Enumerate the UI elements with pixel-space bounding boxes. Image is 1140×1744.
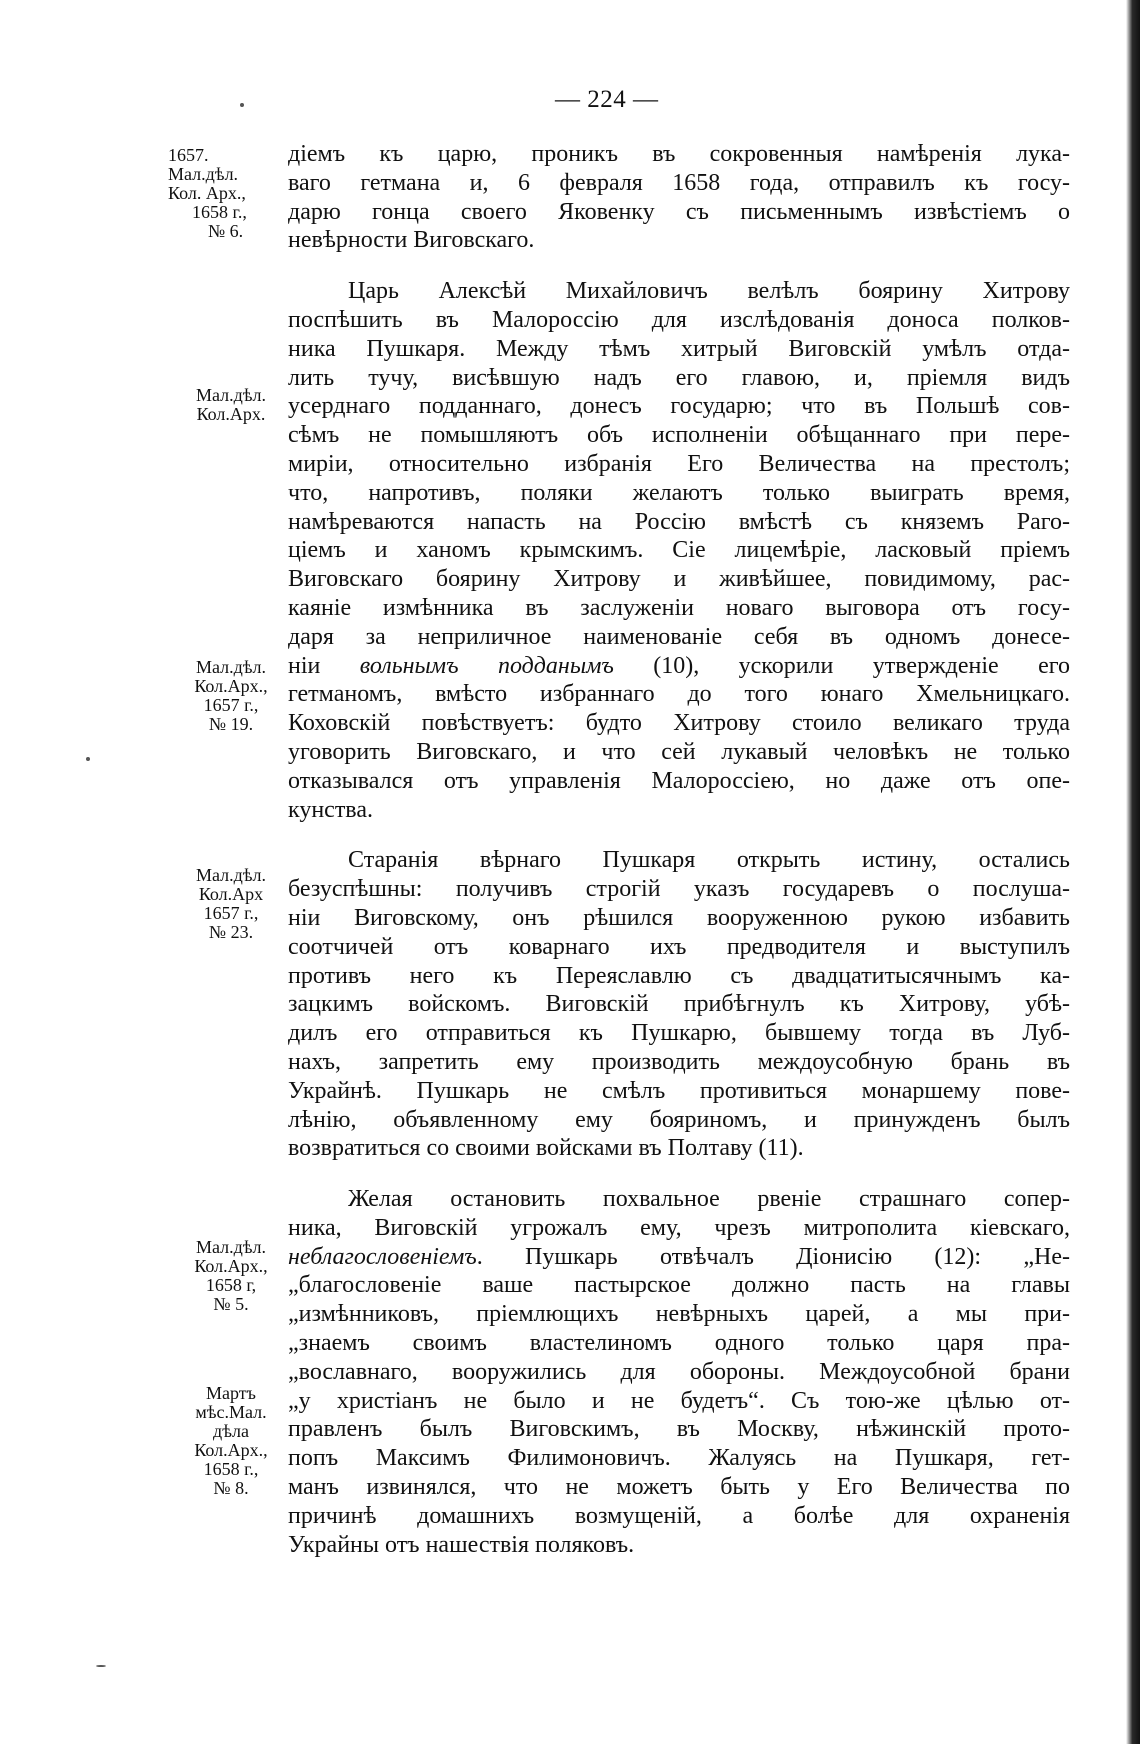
text-line: діемъ къ царю, проникъ въ сокровенныя намѣренія лука- bbox=[288, 141, 1070, 167]
margin-note-line: Кол.Арх bbox=[198, 884, 264, 904]
page-number: — 224 — bbox=[555, 86, 659, 113]
text-line: гетманомъ, вмѣсто избраннаго до того юнаго Хмельницкаго. bbox=[288, 681, 1070, 708]
text-line: „благословеніе ваше пастырское должно пасть на главы bbox=[288, 1272, 1070, 1299]
text-line: зацкимъ войскомъ. Виговскій прибѣгнулъ къ Хитрову, убѣ- bbox=[288, 991, 1070, 1018]
margin-note-1 bbox=[168, 146, 278, 241]
text-line: кунства. bbox=[288, 796, 373, 823]
margin-note-line: Мал.дѣл. bbox=[195, 865, 267, 885]
margin-note-line: 1658 г., bbox=[203, 1459, 259, 1479]
text-fragment: . Пушкарь отвѣчалъ Діонисію (12): „Не- bbox=[476, 1243, 1070, 1270]
margin-note-line: Мал.дѣл. bbox=[195, 385, 267, 405]
margin-note-line: 1658 г, bbox=[205, 1275, 257, 1295]
margin-note-3 bbox=[176, 658, 286, 734]
scan-speck bbox=[240, 103, 244, 107]
text-line: „знаемъ своимъ властелиномъ одного только царя пра- bbox=[288, 1330, 1070, 1357]
text-line: соотчичей отъ коварнаго ихъ предводителя и выступилъ bbox=[288, 933, 1070, 960]
paragraph-2 bbox=[288, 277, 1070, 824]
text-line: что, напротивъ, поляки желаютъ только выиграть время, bbox=[288, 479, 1070, 506]
margin-note-6 bbox=[176, 1384, 286, 1498]
text-line: миріи, относительно избранія Его Величества на престолъ; bbox=[288, 450, 1070, 477]
text-line: причинѣ домашнихъ возмущеній, а болѣе для охраненія bbox=[288, 1502, 1070, 1529]
margin-note-4 bbox=[176, 866, 286, 942]
text-line: невѣрности Виговскаго. bbox=[288, 227, 535, 254]
page-binding-edge bbox=[1126, 0, 1140, 1744]
margin-note-line: 1657 г., bbox=[203, 695, 259, 715]
text-line: возвратиться со своими войсками въ Полтаву (11). bbox=[288, 1135, 804, 1162]
text-line: лить тучу, висѣвшую надъ его главою, и, пріемля видъ bbox=[288, 364, 1070, 391]
margin-note-line: 1658 г., bbox=[192, 202, 247, 222]
text-line: отказывался отъ управленія Малороссіею, но даже отъ опе- bbox=[288, 767, 1070, 794]
text-line: противъ него къ Переяславлю съ двадцатитысячнымъ ка- bbox=[288, 962, 1070, 989]
text-line-with-italic bbox=[288, 1243, 1070, 1272]
text-line: сѣмъ не помышляютъ объ исполненіи обѣщаннаго при пере- bbox=[288, 422, 1070, 449]
margin-note-line: дѣла bbox=[213, 1421, 249, 1441]
text-line: ціемъ и ханомъ крымскимъ. Сіе лицемѣріе, ласковый пріемъ bbox=[288, 537, 1070, 564]
margin-note-line: № 6. bbox=[208, 221, 244, 241]
text-line: ника Пушкаря. Между тѣмъ хитрый Виговскій умѣлъ отда- bbox=[288, 335, 1070, 362]
margin-note-line: Кол. Арх., bbox=[168, 183, 246, 203]
text-line: дарю гонца своего Яковенку съ письменнымъ извѣстіемъ о bbox=[288, 198, 1070, 225]
text-line: нахъ, запретить ему производить междоусобную брань въ bbox=[288, 1048, 1070, 1075]
text-line: Желая остановить похвальное рвеніе страшнаго сопер- bbox=[348, 1186, 1070, 1213]
italic-phrase: неблагословеніемъ bbox=[288, 1243, 477, 1270]
margin-note-line: Мартъ bbox=[206, 1383, 256, 1403]
text-line: ника, Виговскій угрожалъ ему, чрезъ митрополита кіевскаго, bbox=[288, 1214, 1070, 1241]
margin-note-line: Мал.дѣл. bbox=[195, 657, 267, 677]
paragraph-4 bbox=[288, 1185, 1070, 1559]
text-line: каяніе измѣнника въ заслуженіи новаго выговора отъ госу- bbox=[288, 594, 1070, 621]
text-line: Коховскій повѣствуетъ: будто Хитрову стоило великаго труда bbox=[288, 710, 1070, 737]
margin-note-line: № 19. bbox=[208, 714, 254, 734]
margin-note-line: № 5. bbox=[213, 1294, 249, 1314]
scan-speck bbox=[96, 1665, 106, 1667]
margin-note-line: Мал.дѣл. bbox=[168, 164, 239, 184]
text-line: усерднаго подданнаго, донесъ государю; что въ Польшѣ сов- bbox=[288, 393, 1070, 420]
margin-note-line: Кол.Арх. bbox=[196, 404, 266, 424]
margin-note-line: 1657. bbox=[168, 145, 209, 165]
text-line: „измѣнниковъ, пріемлющихъ невѣрныхъ царей, а мы при- bbox=[288, 1301, 1070, 1328]
text-line: Украйны отъ нашествія поляковъ. bbox=[288, 1531, 635, 1558]
text-line: ваго гетмана и, 6 февраля 1658 года, отправилъ къ госу- bbox=[288, 169, 1070, 196]
margin-note-line: 1657 г., bbox=[203, 903, 259, 923]
margin-note-5 bbox=[176, 1238, 286, 1314]
text-line: даря за неприличное наименованіе себя въ одномъ донесе- bbox=[288, 623, 1070, 650]
margin-note-line: № 8. bbox=[213, 1478, 249, 1498]
text-fragment: ніи bbox=[288, 652, 360, 679]
text-line: ніи Виговскому, онъ рѣшился вооруженною рукою избавить bbox=[288, 904, 1070, 931]
text-line: правленъ былъ Виговскимъ, въ Москву, нѣжинскій прото- bbox=[288, 1416, 1070, 1443]
text-line: Царь Алексѣй Михайловичъ велѣлъ боярину Хитрову bbox=[348, 278, 1070, 305]
text-line: Украйнѣ. Пушкарь не смѣлъ противиться монаршему пове- bbox=[288, 1077, 1070, 1104]
text-line: Старанія вѣрнаго Пушкаря открыть истину, остались bbox=[348, 847, 1070, 874]
text-line: манъ извинялся, что не можетъ быть у Его Величества по bbox=[288, 1474, 1070, 1501]
margin-note-line: Кол.Арх., bbox=[194, 676, 268, 696]
scan-speck bbox=[86, 757, 90, 761]
text-line: дилъ его отправиться къ Пушкарю, бывшему тогда въ Луб- bbox=[288, 1020, 1070, 1047]
text-line: безуспѣшны: получивъ строгій указъ государевъ о послуша- bbox=[288, 876, 1070, 903]
text-line: Виговскаго боярину Хитрову и живѣйшее, повидимому, рас- bbox=[288, 566, 1070, 593]
text-line-with-italic bbox=[288, 652, 1070, 681]
margin-note-line: мѣс.Мал. bbox=[195, 1402, 267, 1422]
margin-note-line: № 23. bbox=[208, 922, 254, 942]
text-line: „вославнаго, вооружились для обороны. Междоусобной брани bbox=[288, 1358, 1070, 1385]
text-line: лѣнію, объявленному ему бояриномъ, и принужденъ былъ bbox=[288, 1106, 1070, 1133]
text-line: уговорить Виговскаго, и что сей лукавый человѣкъ не только bbox=[288, 738, 1070, 765]
text-line: поспѣшить въ Малороссію для изслѣдованія доноса полков- bbox=[288, 306, 1070, 333]
main-text bbox=[288, 140, 1070, 1559]
text-line: намѣреваются напасть на Россію вмѣстѣ съ княземъ Раго- bbox=[288, 508, 1070, 535]
text-line: попъ Максимъ Филимоновичъ. Жалуясь на Пушкаря, гет- bbox=[288, 1445, 1070, 1472]
text-fragment: (10), ускорили утвержденіе его bbox=[613, 652, 1070, 679]
paragraph-3 bbox=[288, 846, 1070, 1163]
margin-note-2 bbox=[176, 386, 286, 424]
margin-note-line: Кол.Арх., bbox=[194, 1256, 268, 1276]
margin-note-line: Кол.Арх., bbox=[194, 1440, 268, 1460]
paragraph-1 bbox=[288, 140, 1070, 255]
margin-note-line: Мал.дѣл. bbox=[195, 1237, 267, 1257]
text-line: „у христіанъ не было и не будетъ“. Съ тою-же цѣлью от- bbox=[288, 1387, 1070, 1414]
italic-phrase: вольнымъ подданымъ bbox=[359, 652, 614, 679]
